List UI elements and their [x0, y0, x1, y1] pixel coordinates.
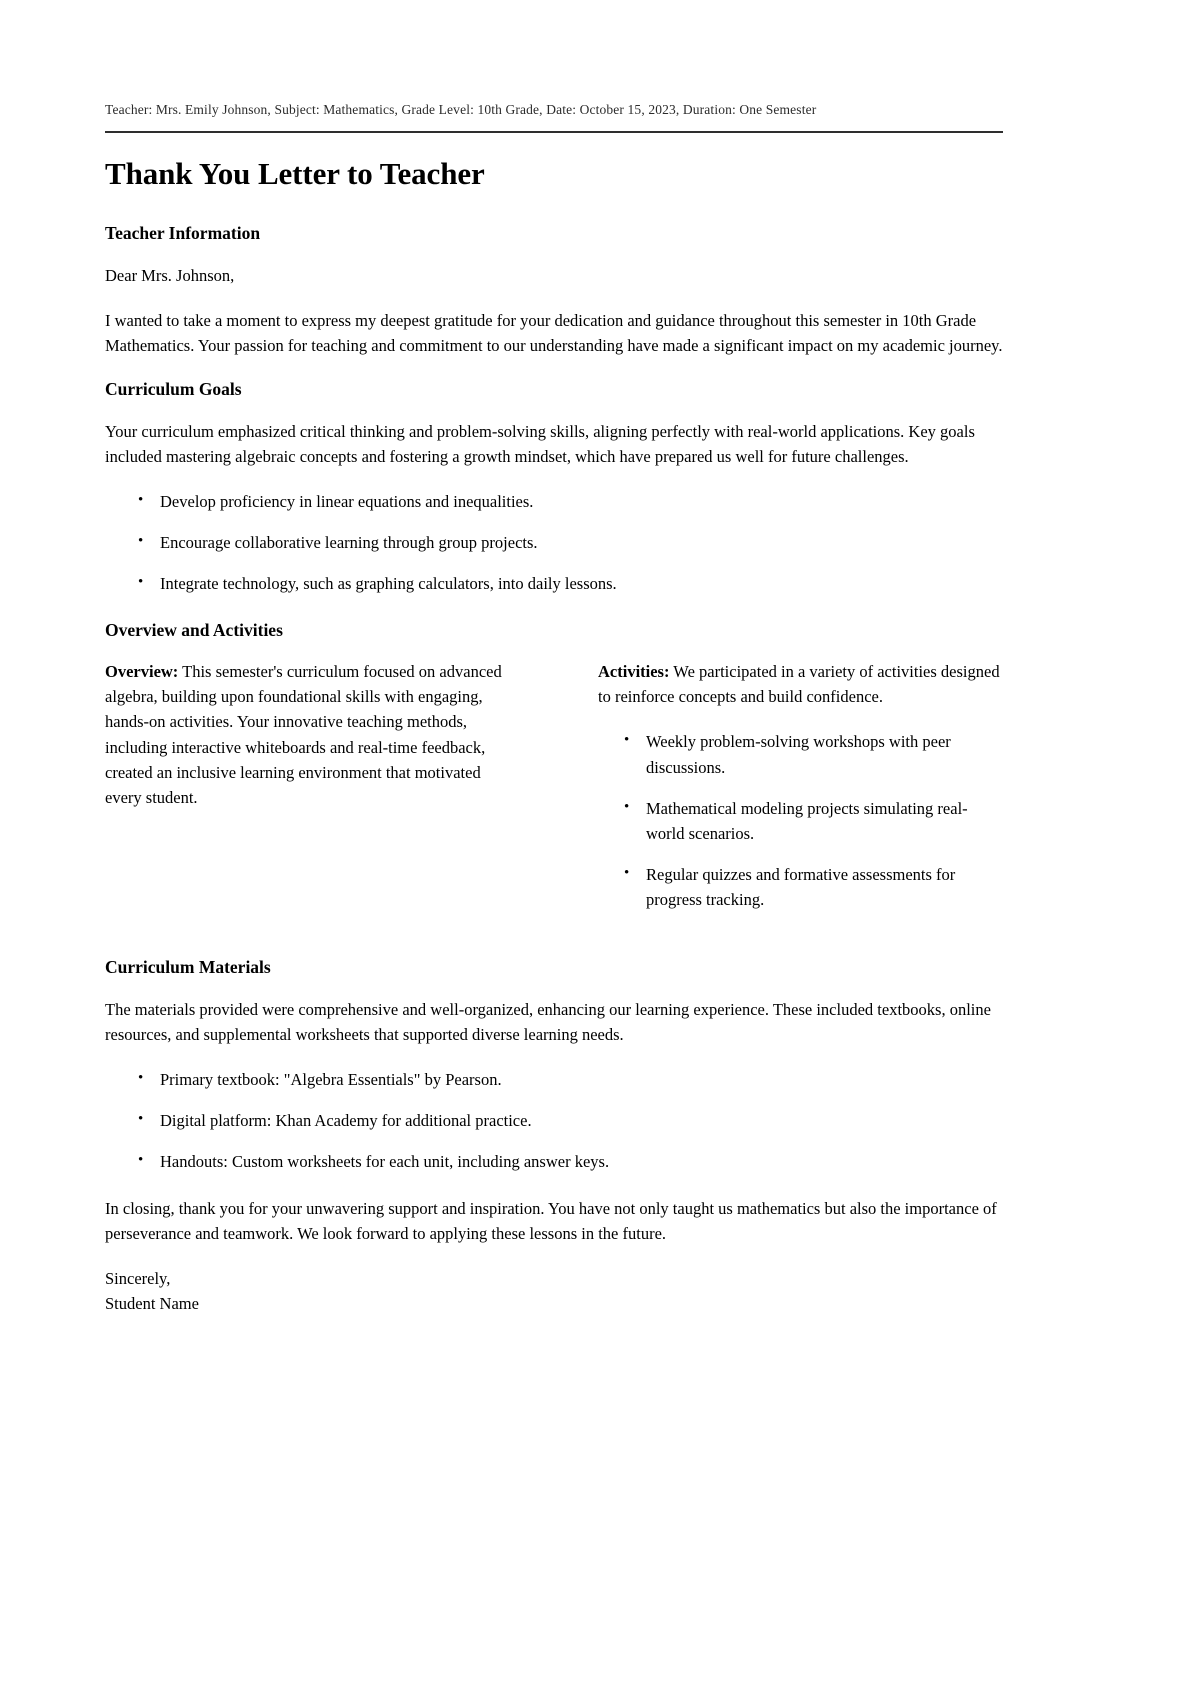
list-item: • Handouts: Custom worksheets for each unit, including answer keys. [160, 1149, 1003, 1174]
document-metadata-line: Teacher: Mrs. Emily Johnson, Subject: Mathematics, Grade Level: 10th Grade, Date: October 15, 2023, Duration: One Semester [105, 102, 817, 117]
sign-off: Sincerely, [105, 1269, 171, 1289]
curriculum-goals-list [105, 489, 1003, 596]
salutation: Dear Mrs. Johnson, [105, 266, 235, 286]
overview-text: This semester's curriculum focused on advanced algebra, building upon foundational skills with engaging, hands-on activities. Your innovative teaching methods, including interactive whiteboards and real-time feedback, created an inclusive learning environment that motivated every student. [105, 662, 502, 807]
list-item: • Weekly problem-solving workshops with peer discussions. [646, 729, 1003, 779]
section-heading-curriculum-materials: Curriculum Materials [105, 956, 271, 977]
list-item: • Integrate technology, such as graphing calculators, into daily lessons. [160, 571, 1003, 596]
section-heading-teacher-information: Teacher Information [105, 223, 261, 244]
section-heading-overview-and-activities: Overview and Activities [105, 619, 283, 640]
overview-label: Overview: [105, 662, 179, 682]
overview-column [105, 659, 510, 928]
list-item: • Mathematical modeling projects simulating real-world scenarios. [646, 796, 1003, 846]
list-item: • Encourage collaborative learning through group projects. [160, 530, 1003, 555]
activities-paragraph [598, 659, 1003, 709]
list-item: • Develop proficiency in linear equations and inequalities. [160, 489, 1003, 514]
signer-name: Student Name [105, 1294, 199, 1314]
list-item: • Digital platform: Khan Academy for additional practice. [160, 1108, 1003, 1133]
list-item: • Regular quizzes and formative assessments for progress tracking. [646, 862, 1003, 912]
activities-text: We participated in a variety of activities designed to reinforce concepts and build confidence. [598, 662, 1000, 707]
list-item: • Primary textbook: "Algebra Essentials" by Pearson. [160, 1067, 1003, 1092]
curriculum-goals-paragraph: Your curriculum emphasized critical thinking and problem-solving skills, aligning perfectly with real-world applications. Key goals included mastering algebraic concepts and fostering a growth mindset, which have prepared us well for future challenges. [105, 422, 975, 467]
overview-activities-columns [105, 659, 1003, 928]
curriculum-materials-list [105, 1067, 1003, 1174]
page-title: Thank You Letter to Teacher [105, 156, 485, 192]
intro-paragraph: I wanted to take a moment to express my deepest gratitude for your dedication and guidance throughout this semester in 10th Grade Mathematics. Your passion for teaching and commitment to our understanding have made a significant impact on my academic journey. [105, 311, 1003, 356]
overview-paragraph [105, 659, 510, 809]
signature-block [105, 1266, 1003, 1316]
header-divider [105, 131, 1003, 133]
curriculum-materials-paragraph: The materials provided were comprehensive and well-organized, enhancing our learning experience. These included textbooks, online resources, and supplemental worksheets that supported diverse learning needs. [105, 999, 991, 1044]
activities-label: Activities: [598, 662, 670, 682]
closing-paragraph: In closing, thank you for your unwavering support and inspiration. You have not only taught us mathematics but also the importance of perseverance and teamwork. We look forward to applying these lessons in the future. [105, 1199, 997, 1244]
section-heading-curriculum-goals: Curriculum Goals [105, 379, 242, 400]
activities-list [598, 729, 1003, 911]
activities-column [598, 659, 1003, 928]
